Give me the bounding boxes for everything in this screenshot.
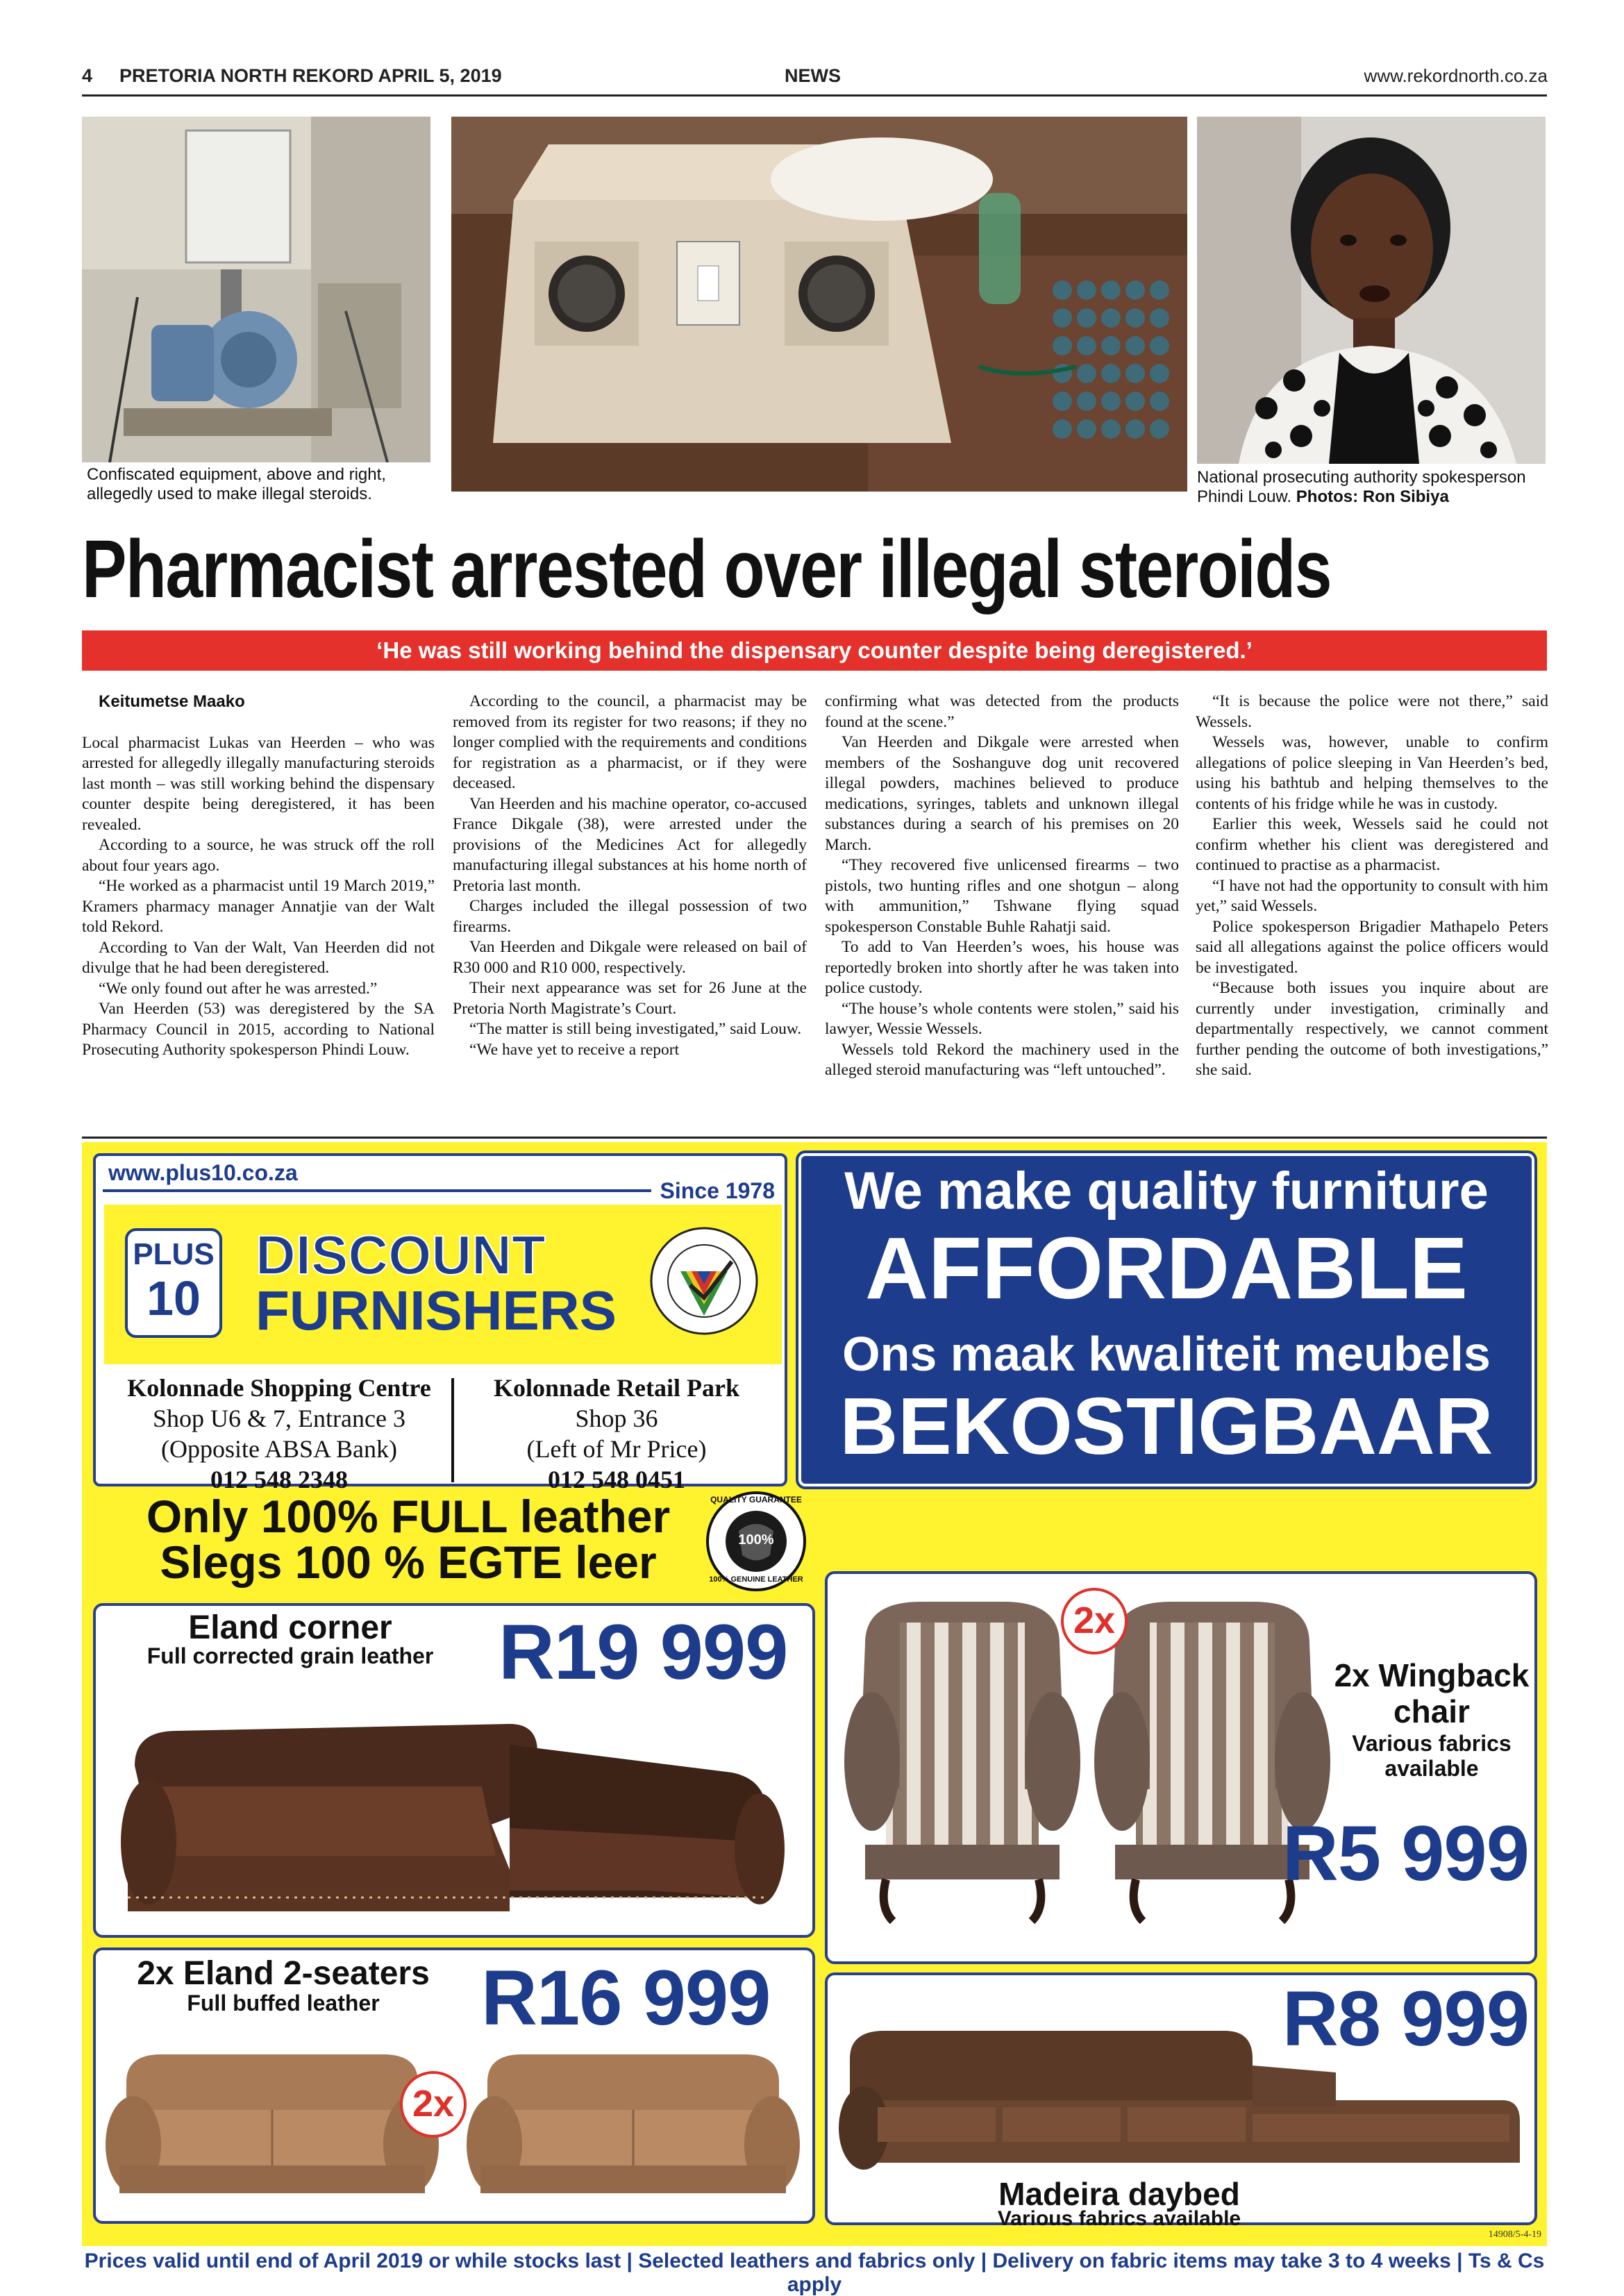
article-paragraph: confirming what was detected from the products found at the scene.” bbox=[825, 692, 1179, 731]
article-paragraph: According to Van der Walt, Van Heerden did not divulge that he had been deregistered. bbox=[82, 938, 435, 977]
wingback-subtitle-1: Various fabrics bbox=[1352, 1731, 1512, 1756]
ad-reference-code: 14908/5-4-19 bbox=[1488, 2229, 1541, 2240]
article-paragraph: “They recovered five unlicensed firearms – two pistols, two hunting rifles and one shotgun – along with ammunition,” Tshwane flying squad spokesperson Constable Buhle Rahatji said. bbox=[825, 856, 1179, 936]
eland-corner-price: R19 999 bbox=[499, 1609, 788, 1695]
eland-2-seaters-price: R16 999 bbox=[481, 1954, 771, 2041]
eland-corner-subtitle: Full corrected grain leather bbox=[147, 1643, 434, 1668]
slogan-afrikaans: Ons maak kwaliteit meubels bbox=[842, 1327, 1491, 1381]
madeira-daybed-price: R8 999 bbox=[1282, 1975, 1529, 2062]
section-label: NEWS bbox=[785, 65, 841, 86]
ad-footer-terms: Prices valid until end of April 2019 or while stocks last | Selected leathers and fabrics only | Delivery on fabric items may take 3 to 4 weeks | Ts & Cs apply bbox=[84, 2249, 1545, 2296]
article-column-2 bbox=[453, 692, 807, 1060]
caption-left: Confiscated equipment, above and right, allegedly used to make illegal steroids. bbox=[87, 465, 386, 503]
leather-banner bbox=[103, 1491, 714, 1588]
header-rule bbox=[82, 94, 1547, 97]
ad-website-rule bbox=[103, 1189, 651, 1192]
photo-equipment-machine bbox=[82, 117, 430, 462]
article-paragraph: “We have yet to receive a report bbox=[469, 1040, 680, 1059]
eland-corner-sofa-image bbox=[121, 1689, 787, 1925]
article-paragraph: Van Heerden and Dikgale were released on bail of R30 000 and R10 000, respectively. bbox=[453, 938, 807, 977]
article-paragraph: Earlier this week, Wessels said he could not confirm whether his client was deregistered and continued to practise as a pharmacist. bbox=[1196, 815, 1548, 874]
article-paragraph: According to the council, a pharmacist may be removed from its register for two reasons; if they no longer complied with the requirements and conditions for registration as a pharmacist, or if they were deceased. bbox=[453, 692, 807, 792]
madeira-daybed-title: Madeira daybed bbox=[998, 2176, 1240, 2212]
headline: Pharmacist arrested over illegal steroids bbox=[82, 523, 1331, 615]
madeira-daybed-subtitle: Various fabrics available bbox=[997, 2207, 1241, 2230]
article-paragraph: “Because both issues you inquire about are currently under investigation, criminally and departmentally respectively, we cannot comment further pending the outcome of both investigations,” she said. bbox=[1196, 979, 1548, 1079]
article-paragraph: Local pharmacist Lukas van Heerden – who was arrested for allegedly illegally manufacturing steroids last month – was still working behind the dispensary counter despite being deregistered, it has been revealed. bbox=[82, 733, 435, 834]
page-number: 4 bbox=[82, 65, 93, 86]
store-2 bbox=[457, 1373, 776, 1495]
eland-2-seaters-title: 2x Eland 2-seaters bbox=[137, 1955, 430, 1992]
plus10-logo bbox=[125, 1228, 222, 1338]
store-1-name: Kolonnade Shopping Centre bbox=[127, 1374, 431, 1402]
wingback-title-2: chair bbox=[1393, 1693, 1470, 1729]
store-2-landmark: (Left of Mr Price) bbox=[526, 1435, 707, 1463]
pullquote-bar: ‘He was still working behind the dispensary counter despite being deregistered.’ bbox=[82, 630, 1547, 671]
article-bottom-rule bbox=[82, 1137, 1547, 1139]
slogan-bekostigbaar: BEKOSTIGBAAR bbox=[839, 1381, 1493, 1471]
article-paragraph: Wessels was, however, unable to confirm allegations of police sleeping in Van Heerden’s bed, using his bathtub and helping themselves to the contents of his fridge while he was in custody. bbox=[1196, 733, 1548, 813]
product-wingback-chair[interactable] bbox=[825, 1571, 1537, 1964]
article-column-4 bbox=[1196, 692, 1548, 1081]
store-2-name: Kolonnade Retail Park bbox=[493, 1374, 739, 1402]
caption-right bbox=[1197, 468, 1544, 507]
article-paragraph: “I have not had the opportunity to consult with him yet,” said Wessels. bbox=[1196, 876, 1548, 915]
brand-discount: DISCOUNT bbox=[256, 1224, 546, 1286]
publication-date: PRETORIA NORTH REKORD APRIL 5, 2019 bbox=[119, 65, 502, 86]
store-1-phone[interactable]: 012 548 2348 bbox=[210, 1466, 348, 1493]
photo-spokesperson bbox=[1197, 117, 1546, 464]
madeira-daybed-image bbox=[836, 2017, 1523, 2184]
store-1-landmark: (Opposite ABSA Bank) bbox=[160, 1435, 397, 1463]
wingback-price: R5 999 bbox=[1282, 1810, 1529, 1897]
article-paragraph: Police spokesperson Brigadier Mathapelo Peters said all allegations against the police officers would be investigated. bbox=[1196, 917, 1548, 977]
store-info-box bbox=[93, 1153, 787, 1493]
byline: Keitumetse Maako bbox=[99, 692, 245, 711]
wingback-subtitle-2: available bbox=[1384, 1756, 1479, 1781]
article-paragraph: Charges included the illegal possession of two firearms. bbox=[453, 897, 807, 936]
eland-corner-title: Eland corner bbox=[188, 1609, 392, 1646]
leather-afrikaans: Slegs 100 % EGTE leer bbox=[160, 1536, 657, 1588]
slogan-box bbox=[798, 1153, 1534, 1486]
brand-furnishers: FURNISHERS bbox=[256, 1280, 617, 1341]
slogan-affordable: AFFORDABLE bbox=[865, 1219, 1468, 1317]
article-paragraph: To add to Van Heerden’s woes, his house was reportedly broken into shortly after he was taken into police custody. bbox=[825, 938, 1179, 997]
seal-percent: 100% bbox=[738, 1532, 774, 1548]
product-eland-2-seaters[interactable] bbox=[93, 1947, 815, 2224]
store-1-address: Shop U6 & 7, Entrance 3 bbox=[153, 1405, 405, 1432]
article-column-3 bbox=[825, 692, 1179, 1081]
logo-plus: PLUS bbox=[133, 1237, 215, 1271]
store-2-phone[interactable]: 012 548 0451 bbox=[548, 1466, 685, 1493]
article-column-1 bbox=[82, 692, 435, 1061]
website-link[interactable]: www.rekordnorth.co.za bbox=[1364, 65, 1548, 86]
advertisement bbox=[82, 1142, 1547, 2246]
logo-10: 10 bbox=[147, 1271, 201, 1325]
article-paragraph: Van Heerden and Dikgale were arrested when members of the Soshanguve dog unit recovered illegal powders, machines believed to produce medications, syringes, tablets and unknown illegal substances during a search of his premises on 20 March. bbox=[825, 733, 1179, 854]
seal-top-text: QUALITY GUARANTEE bbox=[710, 1495, 802, 1505]
store-divider bbox=[451, 1378, 454, 1482]
product-madeira-daybed[interactable] bbox=[825, 1972, 1537, 2230]
ad-website[interactable]: www.plus10.co.za bbox=[108, 1160, 298, 1185]
article-paragraph: According to a source, he was struck off the roll about four years ago. bbox=[82, 836, 435, 875]
store-2-address: Shop 36 bbox=[575, 1405, 658, 1432]
wingback-quantity-badge: 2x bbox=[1061, 1588, 1128, 1654]
leather-english: Only 100% FULL leather bbox=[146, 1491, 671, 1542]
quality-guarantee-seal bbox=[704, 1489, 808, 1593]
article-paragraph: Van Heerden (53) was deregistered by the SA Pharmacy Council in 2015, according to National Prosecuting Authority spokesperson Phindi Louw. bbox=[82, 1000, 435, 1059]
article-paragraph: “It is because the police were not there,” said Wessels. bbox=[1196, 692, 1548, 731]
since-label: Since 1978 bbox=[660, 1178, 775, 1203]
article-paragraph: Van Heerden and his machine operator, co-accused France Dikgale (38), were arrested under the provisions of the Medicines Act for allegedly manufacturing illegal substances at his home north of Pretoria last month. bbox=[453, 794, 807, 895]
article-paragraph: “He worked as a pharmacist until 19 March 2019,” Kramers pharmacy manager Annatjie van der Walt told Rekord. bbox=[82, 877, 435, 936]
article-paragraph: “We only found out after he was arrested.” bbox=[99, 979, 378, 998]
photo-equipment-box bbox=[451, 117, 1187, 492]
eland-2-seaters-quantity-badge: 2x bbox=[400, 2071, 467, 2138]
article-paragraph: “The matter is still being investigated,” said Louw. bbox=[469, 1020, 802, 1038]
article-paragraph: Their next appearance was set for 26 June at the Pretoria North Magistrate’s Court. bbox=[453, 979, 807, 1018]
seal-bottom-text: 100% GENUINE LEATHER bbox=[709, 1575, 803, 1584]
article-paragraph: Wessels told Rekord the machinery used in the alleged steroid manufacturing was “left untouched”. bbox=[825, 1040, 1179, 1079]
wingback-title-1: 2x Wingback bbox=[1334, 1657, 1530, 1693]
store-1 bbox=[112, 1373, 446, 1495]
photo-credit: Photos: Ron Sibiya bbox=[1296, 487, 1449, 506]
eland-2-seaters-subtitle: Full buffed leather bbox=[187, 1991, 380, 2016]
caption-right-text: National prosecuting authority spokesperson Phindi Louw. bbox=[1197, 468, 1526, 506]
article-paragraph: “The house’s whole contents were stolen,” said his lawyer, Wessie Wessels. bbox=[825, 999, 1179, 1038]
product-eland-corner[interactable] bbox=[93, 1603, 815, 1938]
proudly-south-african-logo bbox=[648, 1225, 760, 1336]
slogan-english: We make quality furniture bbox=[844, 1162, 1489, 1221]
